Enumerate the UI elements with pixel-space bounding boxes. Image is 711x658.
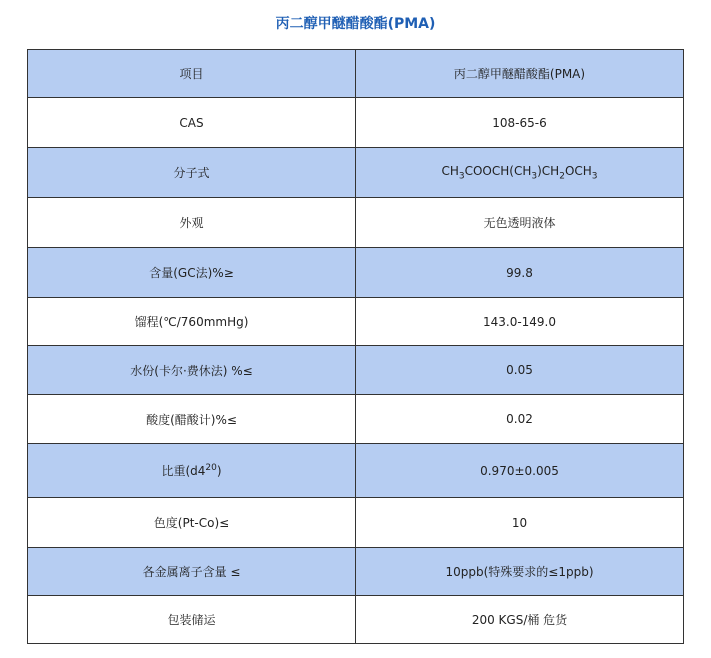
row-label: 含量(GC法)%≥ bbox=[28, 248, 356, 298]
row-value: 0.970±0.005 bbox=[356, 444, 684, 498]
row-value: 无色透明液体 bbox=[356, 198, 684, 248]
row-label: 外观 bbox=[28, 198, 356, 248]
row-value: 10 bbox=[356, 498, 684, 548]
row-label bbox=[28, 444, 356, 498]
row-label: 水份(卡尔·费休法) %≤ bbox=[28, 346, 356, 395]
density-label-part: 比重(d4 bbox=[161, 464, 206, 478]
formula-subscript: 3 bbox=[458, 171, 465, 182]
row-label: 各金属离子含量 ≤ bbox=[28, 548, 356, 596]
row-value: 0.05 bbox=[356, 346, 684, 395]
formula-part: OCH bbox=[564, 163, 592, 178]
density-superscript: 20 bbox=[205, 463, 217, 473]
row-label: 色度(Pt-Co)≤ bbox=[28, 498, 356, 548]
formula-part: COOCH(CH bbox=[464, 163, 532, 178]
table-row-metal-ions bbox=[28, 548, 684, 596]
row-value bbox=[356, 148, 684, 198]
table-row-color bbox=[28, 498, 684, 548]
row-value: 0.02 bbox=[356, 395, 684, 444]
page-title: 丙二醇甲醚醋酸酯(PMA) bbox=[275, 16, 436, 32]
table-row-acidity bbox=[28, 395, 684, 444]
table-row-appearance bbox=[28, 198, 684, 248]
table-row-header bbox=[28, 50, 684, 98]
row-value: 10ppb(特殊要求的≤1ppb) bbox=[356, 548, 684, 596]
row-value: 丙二醇甲醚醋酸酯(PMA) bbox=[356, 50, 684, 98]
row-label: 分子式 bbox=[28, 148, 356, 198]
row-value: 200 KGS/桶 危货 bbox=[356, 596, 684, 644]
formula-subscript: 3 bbox=[531, 171, 538, 182]
table-row-water bbox=[28, 346, 684, 395]
formula-subscript: 2 bbox=[559, 171, 565, 182]
row-value: 143.0-149.0 bbox=[356, 298, 684, 346]
table-row-content bbox=[28, 248, 684, 298]
row-label: 馏程(℃/760mmHg) bbox=[28, 298, 356, 346]
row-value: 99.8 bbox=[356, 248, 684, 298]
density-label-part: ) bbox=[216, 464, 222, 478]
row-label: 项目 bbox=[28, 50, 356, 98]
row-label: 包装储运 bbox=[28, 596, 356, 644]
formula-part: CH bbox=[441, 163, 459, 178]
table-row-cas bbox=[28, 98, 684, 148]
table-row-density bbox=[28, 444, 684, 498]
row-value: 108-65-6 bbox=[356, 98, 684, 148]
formula-subscript: 3 bbox=[591, 171, 598, 182]
table-row-packaging bbox=[28, 596, 684, 644]
row-label: 酸度(醋酸计)%≤ bbox=[28, 395, 356, 444]
spec-table bbox=[27, 49, 684, 644]
table-row-distillation-range bbox=[28, 298, 684, 346]
row-label: CAS bbox=[28, 98, 356, 148]
formula-part: )CH bbox=[537, 163, 560, 178]
table-row-formula bbox=[28, 148, 684, 198]
